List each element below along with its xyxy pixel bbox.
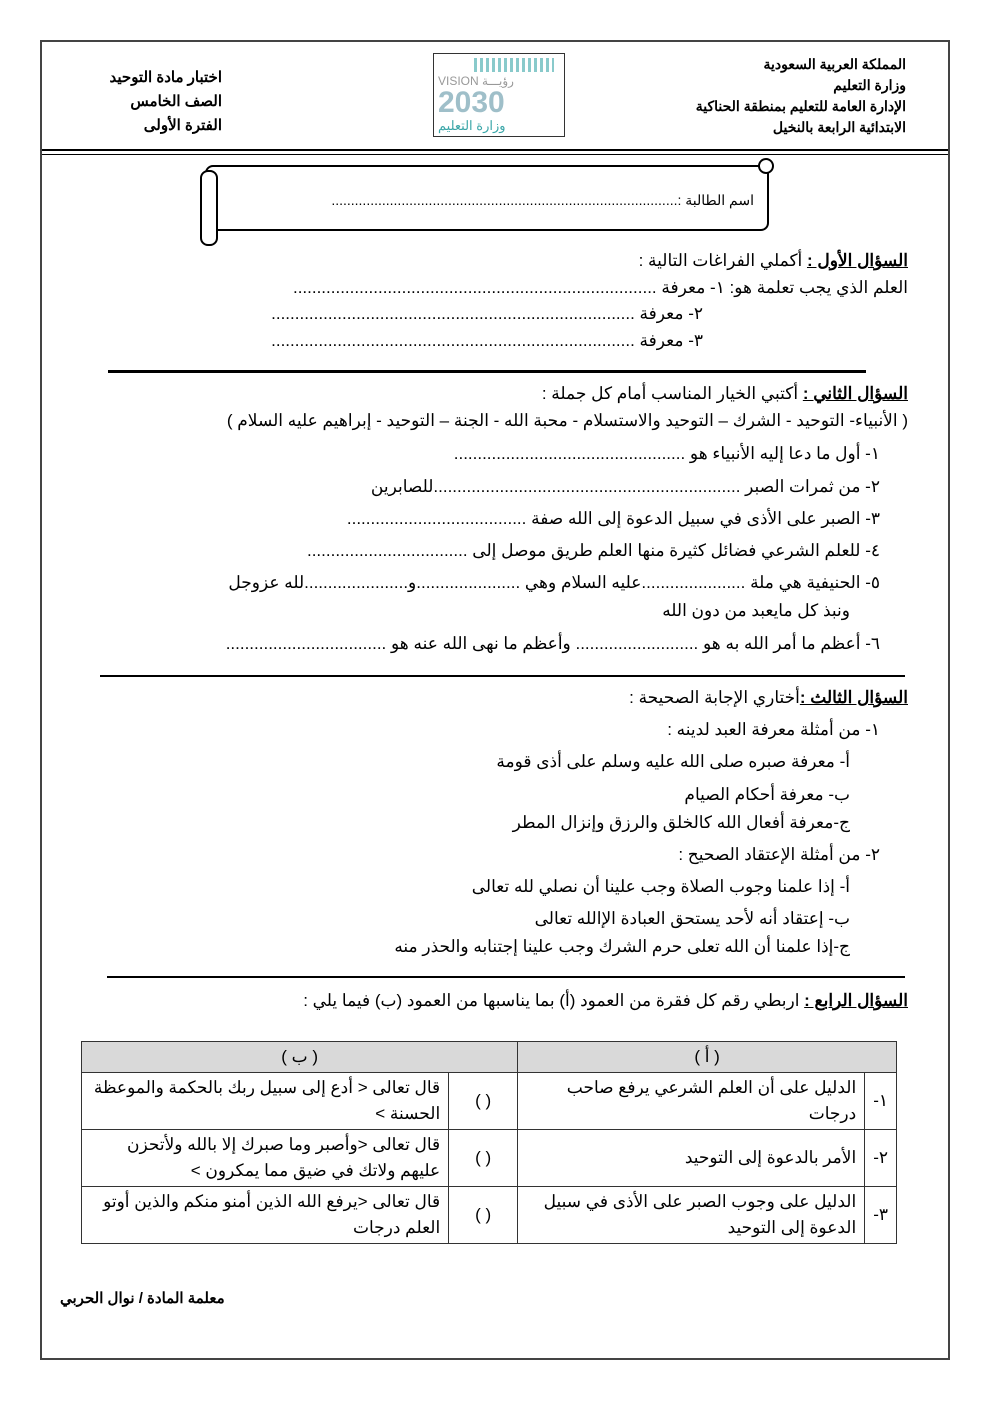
- header-left: [110, 66, 222, 138]
- section-divider: [108, 370, 866, 373]
- q1-instruction: أكملي الفراغات التالية :: [638, 251, 807, 270]
- q2-item-4[interactable]: ٤- للعلم الشرعي فضائل كثيرة منها العلم طريق موصل إلى ..................................: [306, 541, 880, 560]
- header-directorate: الإدارة العامة للتعليم بمنطقة الحناكية: [695, 98, 906, 114]
- q1-blank-2[interactable]: ٢- معرفة .............................................................................: [271, 304, 703, 323]
- table-header: [82, 1042, 897, 1073]
- column-a-cell: الدليل على أن العلم الشرعي يرفع صاحب درجات: [518, 1073, 865, 1130]
- header-ministry: وزارة التعليم: [833, 77, 906, 93]
- q2-title: السؤال الثاني :: [802, 384, 908, 403]
- table-row: [82, 1187, 897, 1244]
- logo-vision-text: VISION رؤيـــة: [438, 74, 514, 88]
- teacher-signature: معلمة المادة / نوال الحربي: [60, 1290, 225, 1307]
- q3-option[interactable]: ب- معرفة أحكام الصيام: [684, 785, 850, 804]
- q1-blank-1[interactable]: العلم الذي يجب تعلمة هو: ١- معرفة .............................................................................: [292, 278, 908, 297]
- q2-item-5[interactable]: ٥- الحنيفية هي ملة ......................عليه السلام وهي ......................و......................لله عزوجل: [228, 573, 880, 592]
- table-row: [82, 1073, 897, 1130]
- q3-instruction: أختاري الإجابة الصحيحة :: [629, 688, 800, 707]
- answer-blank[interactable]: ( ): [449, 1130, 518, 1187]
- q2-item-1[interactable]: ١- أول ما دعا إليه الأنبياء هو .................................................: [453, 444, 880, 463]
- q3-option[interactable]: أ- إذا علمنا وجوب الصلاة وجب علينا أن نصلي لله تعالى: [471, 877, 850, 896]
- column-b-header: ( ب ): [82, 1042, 518, 1073]
- answer-blank[interactable]: ( ): [449, 1073, 518, 1130]
- q2-item-3[interactable]: ٣- الصبر على الأذى في سبيل الدعوة إلى الله صفة ......................................: [346, 509, 880, 528]
- q2-item-6[interactable]: ٦- أعظم ما أمر الله به هو .......................... وأعظم ما نهى الله عنه هو ..................................: [225, 634, 880, 653]
- header-right: [696, 54, 906, 138]
- section-divider: [107, 976, 905, 978]
- q2-instruction: أكتبي الخيار المناسب أمام كل جملة :: [541, 384, 803, 403]
- student-name-field[interactable]: اسم الطالبة :.........................................................................................: [331, 192, 754, 208]
- q2-heading: [542, 383, 908, 405]
- header-divider: [42, 149, 948, 151]
- row-number: ٣-: [865, 1187, 897, 1244]
- q4-instruction: اربطي رقم كل فقرة من العمود (أ) بما يناسبها من العمود (ب) فيما يلي :: [303, 991, 805, 1010]
- matching-table: [81, 1041, 897, 1244]
- column-a-header: ( أ ): [518, 1042, 897, 1073]
- exam-grade: الصف الخامس: [130, 93, 222, 110]
- table-row: [82, 1130, 897, 1187]
- q4-title: السؤال الرابع :: [804, 991, 908, 1010]
- column-b-cell: قال تعالى <وأصبر وما صبرك إلا بالله ولأتحزن عليهم ولاتك في ضيق مما يمكرون >: [82, 1130, 449, 1187]
- column-b-cell: قال تعالى <يرفع الله الذين أمنو منكم والذين أوتو العلم درجات: [82, 1187, 449, 1244]
- q3-option[interactable]: ج-معرفة أفعال الله كالخلق والرزق وإنزال المطر: [512, 813, 850, 832]
- header-divider-2: [42, 154, 948, 155]
- row-number: ٢-: [865, 1130, 897, 1187]
- logo-year: 2030: [438, 86, 505, 119]
- q4-heading: [303, 990, 908, 1012]
- section-divider: [100, 675, 905, 677]
- scroll-curl-icon: [200, 170, 218, 246]
- q3-option[interactable]: أ- معرفة صبره صلى الله عليه وسلم على أذى قومة: [496, 752, 850, 771]
- logo-dots-icon: [474, 58, 554, 72]
- exam-term: الفترة الأولى: [143, 117, 222, 134]
- q1-title: السؤال الأول :: [806, 251, 908, 270]
- q2-item-2[interactable]: ٢- من ثمرات الصبر .................................................................للصابرين: [370, 477, 880, 496]
- column-a-cell: الأمر بالدعوة إلى التوحيد: [518, 1130, 865, 1187]
- q1-heading: [639, 250, 908, 272]
- logo-ministry: وزارة التعليم: [438, 118, 506, 133]
- header-country: المملكة العربية السعودية: [763, 56, 906, 72]
- exam-title: اختبار مادة التوحيد: [109, 69, 222, 86]
- q3-heading: [629, 687, 908, 709]
- q3-question-2: ٢- من أمثلة الإعتقاد الصحيح :: [678, 845, 880, 864]
- scroll-curl-icon: [758, 158, 774, 174]
- header-school: الابتدائية الرابعة بالنخيل: [772, 119, 906, 135]
- column-a-cell: الدليل على وجوب الصبر على الأذى في سبيل الدعوة إلى التوحيد: [518, 1187, 865, 1244]
- q2-item-5-cont: ونبذ كل مايعبد من دون الله: [662, 601, 850, 620]
- vision-2030-logo: [433, 53, 565, 137]
- q1-blank-3[interactable]: ٣- معرفة .............................................................................: [271, 331, 703, 350]
- q3-option[interactable]: ج-إذا علمنا أن الله تعلى حرم الشرك وجب علينا إجتنابه والحذر منه: [394, 937, 850, 956]
- row-number: ١-: [865, 1073, 897, 1130]
- column-b-cell: قال تعالى < أدع إلى سبيل ربك بالحكمة والموعظة الحسنة >: [82, 1073, 449, 1130]
- q3-option[interactable]: ب- إعتقاد أنه لأحد يستحق العبادة الإالله تعالى: [534, 909, 850, 928]
- q3-title: السؤال الثالث :: [799, 688, 908, 707]
- answer-blank[interactable]: ( ): [449, 1187, 518, 1244]
- q3-question-1: ١- من أمثلة معرفة العبد لدينه :: [667, 720, 880, 739]
- q2-choices: ( الأنبياء- التوحيد - الشرك – التوحيد والاستسلام - محبة الله - الجنة – التوحيد - إبراهيم عليه السلام ): [226, 411, 908, 430]
